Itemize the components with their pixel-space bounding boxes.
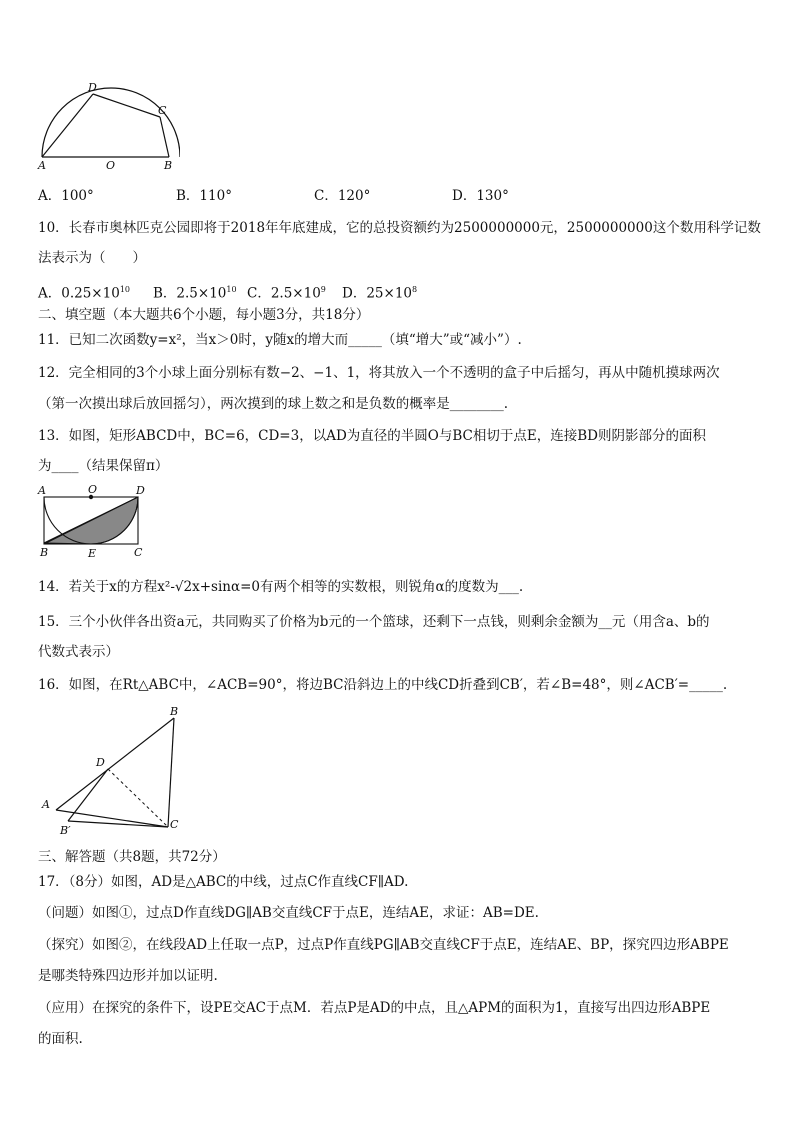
label-a: A bbox=[42, 798, 50, 811]
side-bc bbox=[168, 718, 174, 827]
q12-line2: （第一次摸出球后放回摇匀），两次摸到的球上数之和是负数的概率是________. bbox=[38, 396, 509, 412]
triangle-figure bbox=[36, 700, 196, 840]
label-e: E bbox=[88, 547, 97, 560]
label-b: B bbox=[40, 546, 49, 559]
q10-option-b: B．$2.5\times 10^{10}$ bbox=[153, 285, 237, 302]
label-b-prime: B′ bbox=[60, 824, 71, 837]
q15-line2: 代数式表示） bbox=[38, 644, 119, 660]
q9-option-d: D．130° bbox=[452, 188, 509, 204]
q10-option-c: C．$2.5\times 10^9$ bbox=[247, 285, 326, 302]
segment-db-prime bbox=[68, 769, 108, 821]
label-b: B bbox=[170, 705, 179, 718]
q17-line3: （探究）如图②，在线段AD上任取一点P，过点P作直线PG∥AB交直线CF于点E，连结AE、BP，探究四边形ABPE bbox=[38, 937, 729, 953]
side-ab bbox=[56, 718, 174, 810]
section2-heading: 二、填空题（本大题共6个小题，每小题3分，共18分） bbox=[38, 307, 370, 323]
label-d: D bbox=[88, 81, 97, 94]
q10-option-a: A．$0.25\times 10^{10}$ bbox=[38, 285, 130, 302]
q17-line6: 的面积. bbox=[38, 1031, 83, 1047]
label-c: C bbox=[134, 546, 143, 559]
semicircle-arc bbox=[42, 88, 180, 157]
q9-option-b: B．110° bbox=[176, 188, 232, 204]
chord-cb bbox=[160, 117, 169, 157]
q9-option-a: A．100° bbox=[38, 188, 94, 204]
q10-option-d: D．$25\times 10^8$ bbox=[342, 285, 418, 302]
q17-line2: （问题）如图①，过点D作直线DG∥AB交直线CF于点E，连结AE，求证：AB=DE. bbox=[38, 905, 539, 921]
chord-dc bbox=[93, 94, 160, 117]
q14: 14．若关于x的方程x²-√2x+sinα=0有两个相等的实数根，则锐角α的度数为___. bbox=[38, 579, 524, 595]
q10-line2: 法表示为（ ） bbox=[38, 250, 146, 266]
side-ac bbox=[56, 810, 168, 827]
label-a: A bbox=[38, 484, 46, 497]
sqrt-two: √2 bbox=[174, 579, 193, 595]
q17-line4: 是哪类特殊四边形并加以证明. bbox=[38, 968, 218, 984]
q10-line1: 10．长春市奥林匹克公园即将于2018年年底建成，它的总投资额约为2500000000元，2500000000这个数用科学记数 bbox=[38, 220, 761, 236]
section3-heading: 三、解答题（共8题，共72分） bbox=[38, 849, 226, 865]
label-c: C bbox=[158, 104, 167, 117]
semicircle-figure bbox=[30, 78, 180, 173]
q13-line1: 13．如图，矩形ABCD中，BC=6，CD=3，以AD为直径的半圆O与BC相切于点E，连接BD则阴影部分的面积 bbox=[38, 428, 706, 444]
label-b: B bbox=[164, 159, 173, 172]
label-o: O bbox=[106, 159, 116, 172]
q16: 16．如图，在Rt△ABC中，∠ACB=90°，将边BC沿斜边上的中线CD折叠到CB′，若∠B=48°，则∠ACB′=_____. bbox=[38, 677, 728, 693]
q15-line1: 15．三个小伙伴各出资a元，共同购买了价格为b元的一个篮球，还剩下一点钱，则剩余金额为__元（用含a、b的 bbox=[38, 614, 710, 630]
label-o: O bbox=[88, 484, 98, 496]
q9-option-c: C．120° bbox=[314, 188, 371, 204]
label-d: D bbox=[136, 484, 145, 497]
median-cd-dashed bbox=[108, 769, 168, 827]
label-c: C bbox=[170, 818, 179, 831]
q17-line5: （应用）在探究的条件下，设PE交AC于点M．若点P是AD的中点，且△APM的面积为1，直接写出四边形ABPE bbox=[38, 1000, 711, 1016]
q17-line1: 17．（8分）如图，AD是△ABC的中线，过点C作直线CF∥AD. bbox=[38, 874, 409, 890]
rectangle-figure bbox=[32, 484, 150, 560]
q12-line1: 12．完全相同的3个小球上面分别标有数−2、−1、1，将其放入一个不透明的盒子中后摇匀，再从中随机摸球两次 bbox=[38, 365, 720, 381]
q11: 11．已知二次函数y=x²，当x＞0时，y随x的增大而_____（填“增大”或“减小”）. bbox=[38, 332, 522, 348]
label-d: D bbox=[96, 756, 105, 769]
label-a: A bbox=[38, 159, 46, 172]
q13-line2: 为____（结果保留π） bbox=[38, 458, 169, 474]
segment-b-prime-c bbox=[68, 821, 168, 827]
